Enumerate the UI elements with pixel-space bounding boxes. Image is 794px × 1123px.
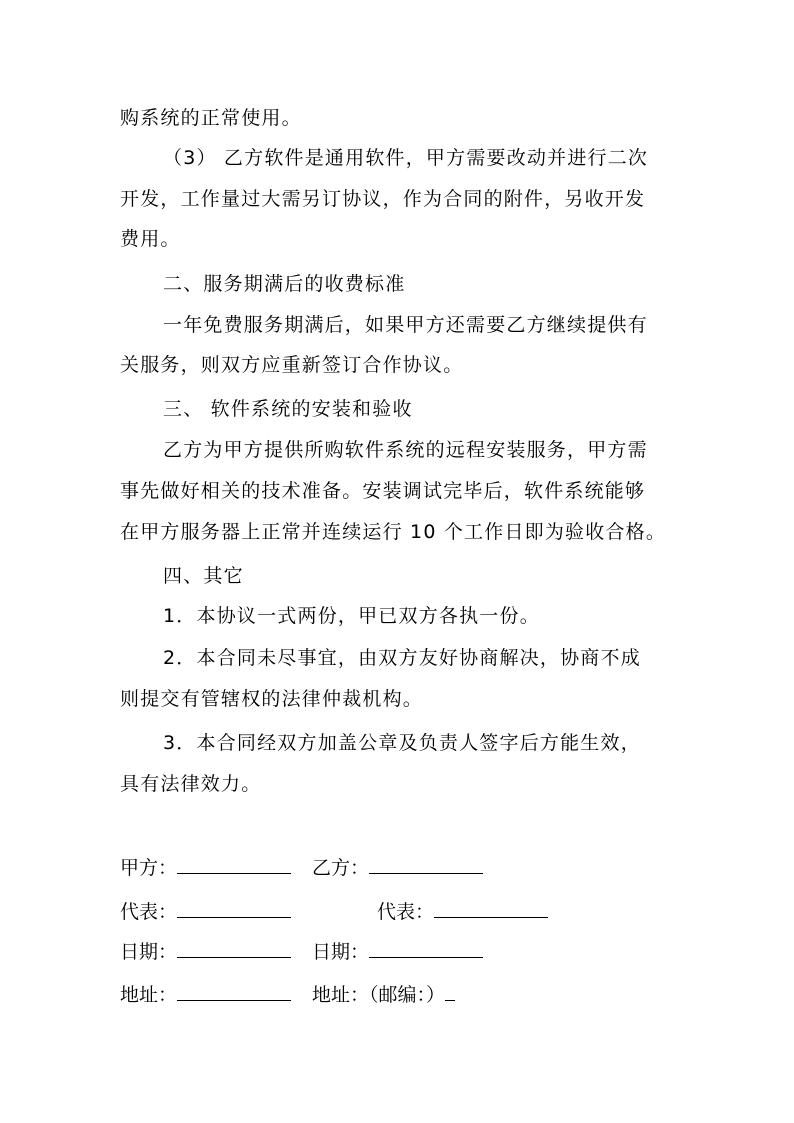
addr-a-blank <box>177 984 291 1001</box>
rep-a-label: 代表： <box>120 901 178 923</box>
clause-2-cont: 则提交有管辖权的法律仲裁机构。 <box>120 688 424 710</box>
text-line-9: 乙方为甲方提供所购软件系统的远程安装服务，甲方需 <box>163 439 648 461</box>
date-a-blank <box>177 941 291 958</box>
addr-b-field <box>312 983 455 1007</box>
rep-a-field <box>120 900 291 924</box>
rep-b-field <box>377 900 548 924</box>
rep-a-blank <box>177 901 291 918</box>
addr-a-field <box>120 983 291 1007</box>
clause-1: 1．本协议一式两份，甲已双方各执一份。 <box>163 605 540 627</box>
addr-a-label: 地址： <box>120 984 178 1006</box>
clause-3: 3．本合同经双方加盖公章及负责人签字后方能生效， <box>163 732 641 754</box>
party-b-field <box>312 856 483 880</box>
text-line-6: 一年免费服务期满后，如果甲方还需要乙方继续提供有 <box>163 314 648 336</box>
party-a-blank <box>177 857 291 874</box>
text-line-1: 购系统的正常使用。 <box>120 107 302 129</box>
text-line-10: 事先做好相关的技术准备。安装调试完毕后，软件系统能够 <box>120 480 646 502</box>
party-a-label: 甲方： <box>120 857 178 879</box>
section-heading-3: 三、 软件系统的安装和验收 <box>163 398 413 420</box>
party-b-label: 乙方： <box>312 857 370 879</box>
date-b-field <box>312 940 483 964</box>
party-a-field <box>120 856 291 880</box>
date-a-field <box>120 940 291 964</box>
addr-b-blank <box>445 984 455 1001</box>
text-line-7: 关服务，则双方应重新签订合作协议。 <box>120 354 464 376</box>
clause-2: 2．本合同未尽事宜，由双方友好协商解决，协商不成 <box>163 647 641 669</box>
clause-3-cont: 具有法律效力。 <box>120 773 262 795</box>
text-line-3: 开发，工作量过大需另订协议，作为合同的附件，另收开发 <box>120 188 646 210</box>
party-b-blank <box>369 857 483 874</box>
text-line-2: （3） 乙方软件是通用软件，甲方需要改动并进行二次 <box>163 147 649 169</box>
rep-b-label: 代表： <box>377 901 435 923</box>
addr-b-label: 地址：（邮编：） <box>312 984 446 1006</box>
rep-b-blank <box>434 901 548 918</box>
section-heading-2: 二、服务期满后的收费标准 <box>163 273 406 295</box>
date-b-label: 日期： <box>312 941 370 963</box>
text-line-4: 费用。 <box>120 228 181 250</box>
section-heading-4: 四、其它 <box>163 565 244 587</box>
text-line-11: 在甲方服务器上正常并连续运行 10 个工作日即为验收合格。 <box>120 521 667 543</box>
date-a-label: 日期： <box>120 941 178 963</box>
date-b-blank <box>369 941 483 958</box>
